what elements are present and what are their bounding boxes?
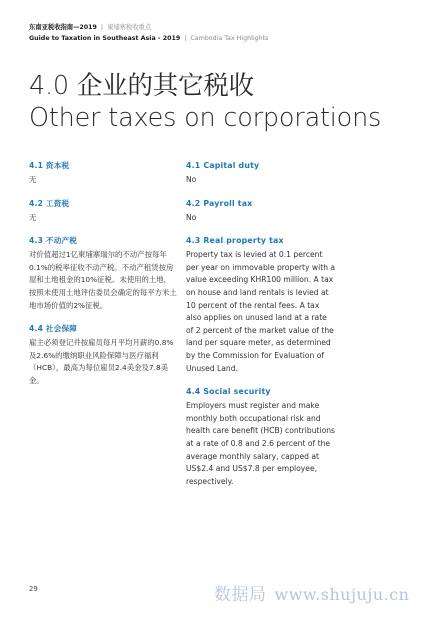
- section-heading: 4.1 Capital duty: [186, 161, 260, 170]
- page-title-en: Other taxes on corporations: [29, 103, 382, 133]
- section-social-security-en: [186, 386, 336, 488]
- section-heading: 4.1 资本税: [29, 161, 70, 170]
- section-body: No: [186, 175, 197, 184]
- section-heading: 4.2 Payroll tax: [186, 198, 253, 208]
- section-body: 对价值超过1亿柬埔寨瑞尔的不动产按每年0.1%的税率征收不动产税。不动产租赁按房屋和土地租金的10%征税。未使用的土地，按照未使用土地评估委员会确定的每平方米土地市场价值的2%征税。: [29, 250, 177, 310]
- section-body: No: [186, 212, 197, 222]
- section-capital-duty-en: [186, 160, 336, 187]
- page-number: 29: [29, 585, 38, 593]
- section-body: 雇主必须登记并按雇员每月平均月薪的0.8%及2.6%的缴纳职业风险保障与医疗福利（HCB），最高为每位雇员2.4美金及7.8美金。: [29, 338, 174, 385]
- section-capital-duty-zh: [29, 160, 177, 187]
- chinese-column: [29, 160, 177, 399]
- page-title-zh: 4.0 企业的其它税收: [29, 71, 254, 101]
- header-subtitle-zh: 柬埔寨税收重点: [107, 24, 152, 31]
- section-real-property-tax-en: [186, 235, 336, 375]
- section-heading: 4.4 社会保障: [29, 324, 78, 334]
- watermark-brand: 数据局: [214, 585, 267, 605]
- watermark-url: www.shujuju.cn: [274, 585, 410, 604]
- header-separator: |: [184, 35, 187, 42]
- page-title: [29, 70, 381, 134]
- section-heading: 4.3 不动产税: [29, 236, 78, 246]
- header-guide-title-en: Guide to Taxation in Southeast Asia - 2019: [29, 35, 181, 42]
- section-heading: 4.3 Real property tax: [186, 236, 284, 246]
- section-heading: 4.2 工资税: [29, 198, 70, 208]
- watermark: [214, 580, 409, 605]
- header-separator: |: [100, 24, 104, 31]
- header-line-chinese: [29, 22, 268, 33]
- section-payroll-tax-zh: [29, 198, 177, 225]
- header-line-english: [29, 33, 268, 44]
- section-body: 无: [29, 175, 37, 184]
- section-real-property-tax-zh: [29, 235, 177, 312]
- section-payroll-tax-en: [186, 198, 336, 225]
- header-year: —2019: [73, 24, 97, 31]
- header-subtitle-en: Cambodia Tax Highlights: [190, 35, 269, 42]
- running-header: [29, 22, 268, 44]
- section-body: Employers must register and make monthly both occupational risk and health care benefit (HCB) contributions at a rate of 0.8 and 2.6 percent of the average monthly salary, capped at US$2.4 and US$7.8 per employee, respectively.: [186, 401, 336, 486]
- header-guide-title-zh: 东南亚税收指南: [29, 24, 74, 31]
- section-body: Property tax is levied at 0.1 percent per year on immovable property with a value exceeding KHR100 million. A tax on house and land rentals is levied at 10 percent of the rental fees. A tax also applies on unused land at a rate of 2 percent of the market value of the land per square meter, as determined by the Commission for Evaluation of Unused Land.: [186, 250, 336, 373]
- section-social-security-zh: [29, 323, 177, 387]
- section-heading: 4.4 Social security: [186, 387, 271, 397]
- english-column: [186, 160, 336, 499]
- section-body: 无: [29, 212, 37, 222]
